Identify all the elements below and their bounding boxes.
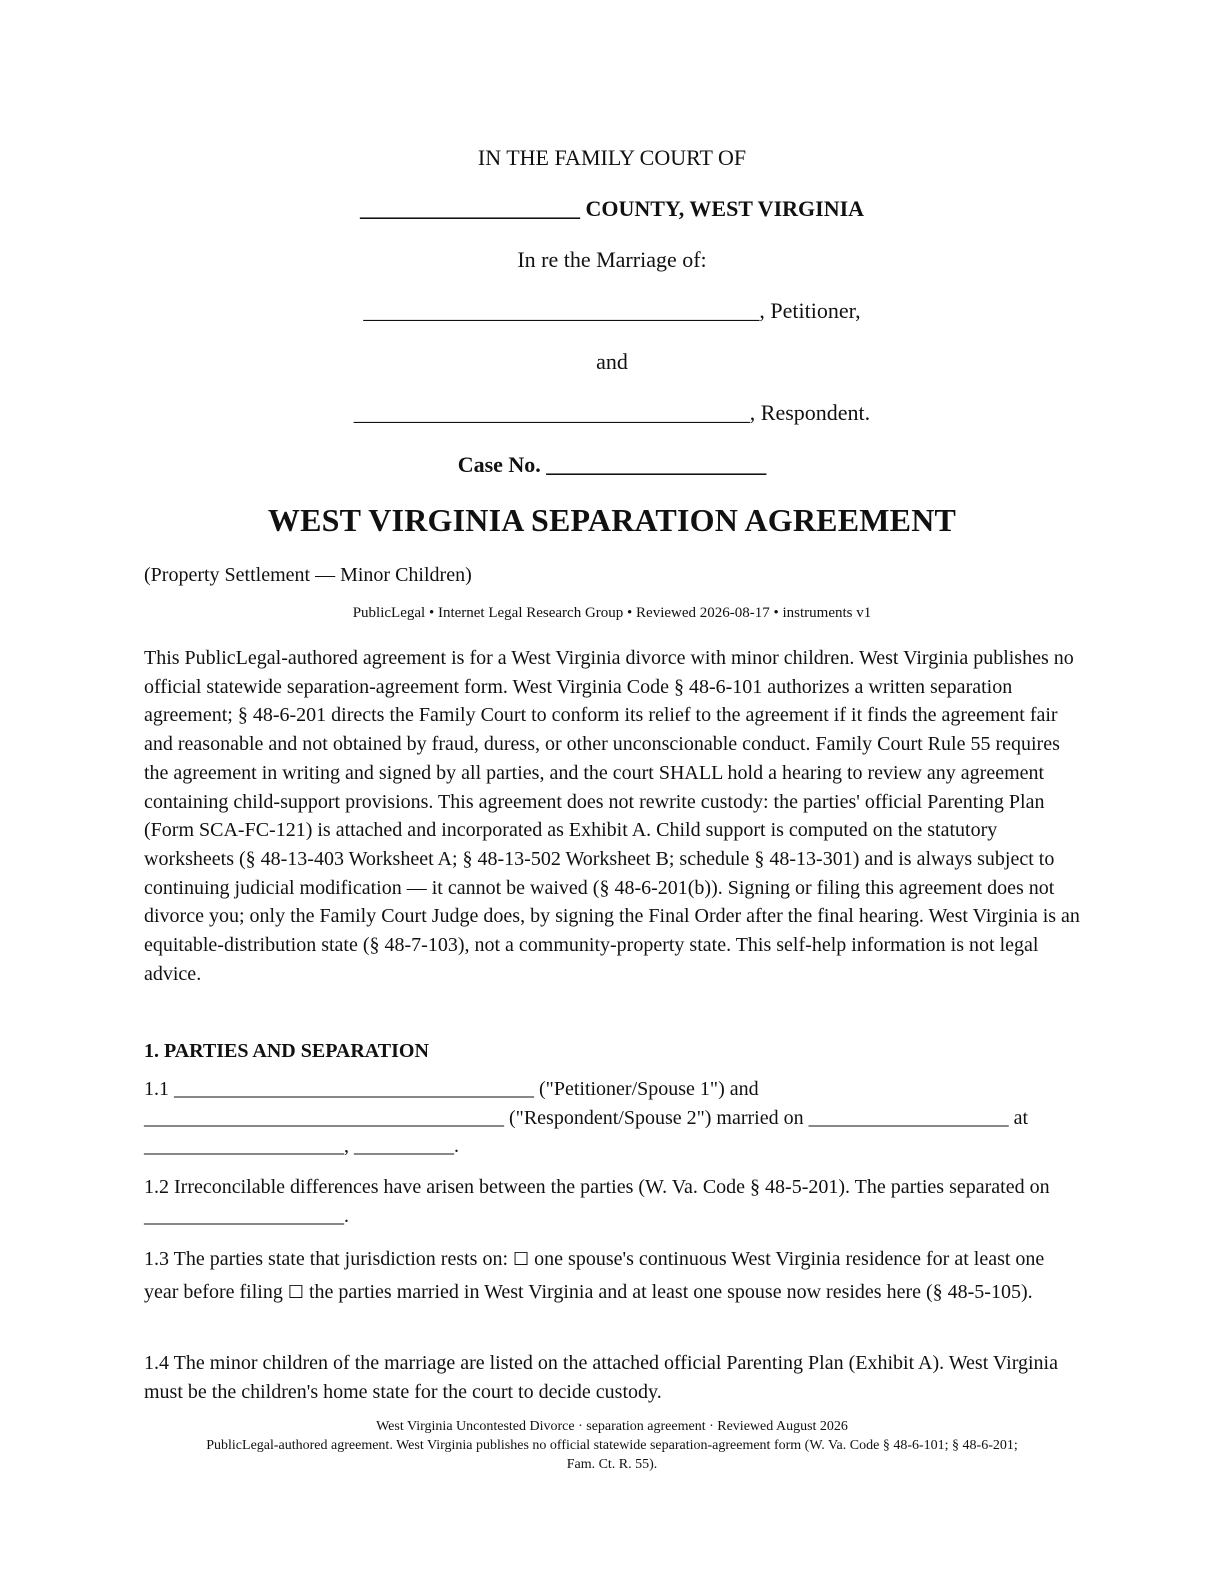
in-re-line: In re the Marriage of:	[517, 247, 707, 272]
case-number-line: Case No. ____________________	[457, 452, 767, 477]
petitioner-line: ____________________________________, Petitioner,	[363, 298, 861, 323]
marriage-checkbox-icon[interactable]: ☐	[287, 1282, 304, 1303]
clause-1-2: 1.2 Irreconcilable differences have arisen between the parties (W. Va. Code § 48-5-201). The parties separated on ____________________.	[144, 1176, 1050, 1227]
document-subtitle: (Property Settlement — Minor Children)	[144, 564, 472, 586]
county-line: ____________________ COUNTY, WEST VIRGINIA	[359, 196, 865, 221]
and-line: and	[596, 349, 628, 374]
footer-line-2: PublicLegal-authored agreement. West Virginia publishes no official statewide separation-agreement form (W. Va. Code § 48-6-101; § 48-6-201;	[206, 1438, 1018, 1453]
clause-1-4: 1.4 The minor children of the marriage are listed on the attached official Parenting Plan (Exhibit A). West Virginia must be the children's home state for the court to decide custody.	[144, 1352, 1058, 1403]
intro-paragraph: This PublicLegal-authored agreement is for a West Virginia divorce with minor children. West Virginia publishes no official statewide separation-agreement form. West Virginia Code § 48-6-101 authorizes a written separation agreement; § 48-6-201 directs the Family Court to conform its relief to the agreement if it finds the agreement fair and reasonable and not obtained by fraud, duress, or other unconscionable conduct. Family Court Rule 55 requires the agreement in writing and signed by all parties, and the court SHALL hold a hearing to review any agreement containing child-support provisions. This agreement does not rewrite custody: the parties' official Parenting Plan (Form SCA-FC-121) is attached and incorporated as Exhibit A. Child support is computed on the statutory worksheets (§ 48-13-403 Worksheet A; § 48-13-502 Worksheet B; schedule § 48-13-301) and is always subject to continuing judicial modification — it cannot be waived (§ 48-6-201(b)). Signing or filing this agreement does not divorce you; only the Family Court Judge does, by signing the Final Order after the final hearing. West Virginia is an equitable-distribution state (§ 48-7-103), not a community-property state. This self-help information is not legal advice.	[144, 647, 1080, 985]
footer-line-3: Fam. Ct. R. 55).	[566, 1457, 658, 1472]
residence-checkbox-icon[interactable]: ☐	[513, 1249, 530, 1270]
page-footer	[0, 1417, 1224, 1474]
respondent-line: ____________________________________, Respondent.	[353, 400, 871, 425]
footer-line-1: West Virginia Uncontested Divorce · separation agreement · Reviewed August 2026	[376, 1419, 848, 1434]
court-heading: IN THE FAMILY COURT OF	[477, 145, 747, 170]
document-meta: PublicLegal • Internet Legal Research Group • Reviewed 2026-08-17 • instruments v1	[352, 605, 872, 621]
clause-1-3	[144, 1243, 1080, 1309]
clause-1-3-marriage-option: the parties married in West Virginia and at least one spouse now resides here (§ 48-5-105).	[303, 1281, 1033, 1303]
clause-1-1: 1.1 ____________________________________ ("Petitioner/Spouse 1") and ____________________________________ ("Respondent/Spouse 2") married on ____________________ at ____________________, __________.	[144, 1078, 1029, 1158]
document-title: WEST VIRGINIA SEPARATION AGREEMENT	[267, 502, 957, 538]
clause-1-3-intro: 1.3 The parties state that jurisdiction rests on:	[144, 1248, 514, 1270]
clause-1-3-residence-option: one spouse's continuous West Virginia residence for at least one year before filing	[144, 1248, 1045, 1303]
section-heading-parties: 1. PARTIES AND SEPARATION	[144, 1040, 429, 1062]
